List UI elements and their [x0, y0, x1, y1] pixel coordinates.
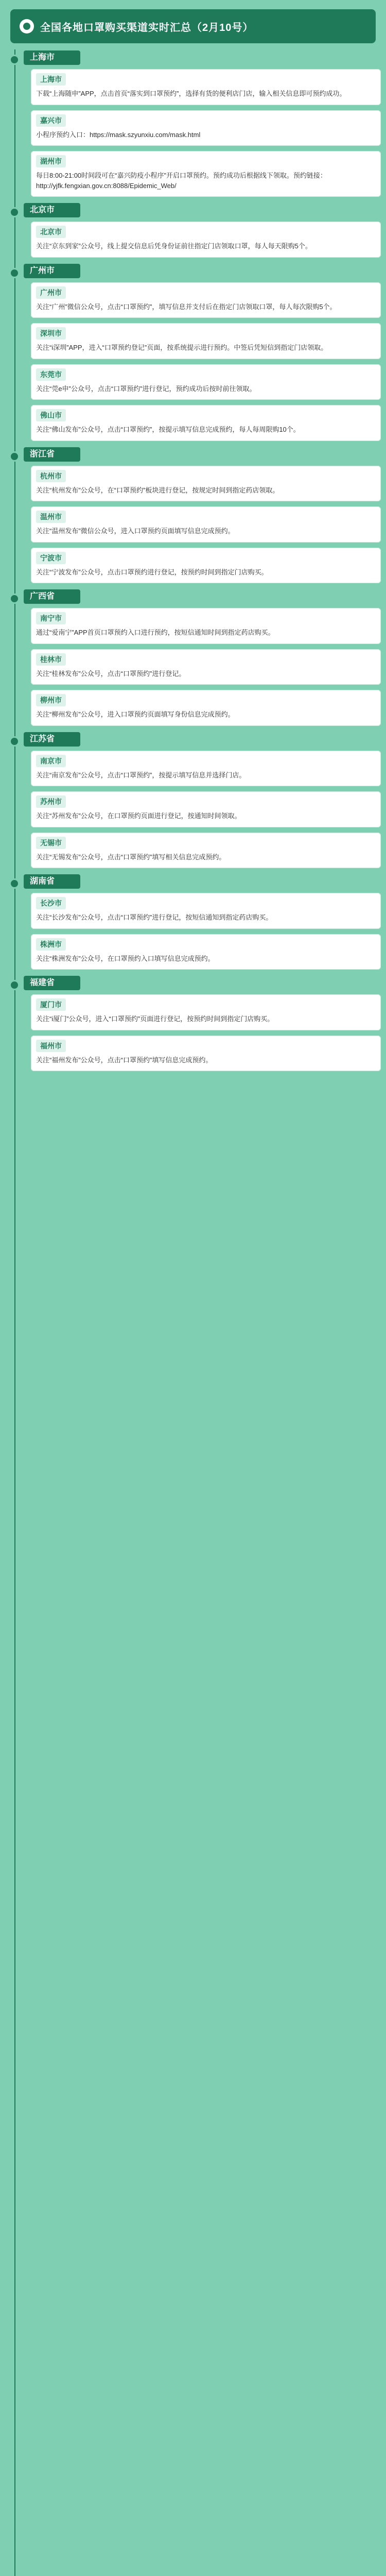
- section: [0, 976, 386, 1071]
- city-description: 每日8:00-21:00时间段可在“嘉兴防疫小程序”开启口罩预约。预约成功后根据线下领取。预约链接：http://yjfk.fengxian.gov.cn:8088/Epidemic_Web/: [36, 172, 327, 190]
- city-tag: 株洲市: [36, 938, 66, 951]
- sections: [0, 50, 386, 1077]
- city-list: [31, 65, 381, 197]
- city-description: 关注“株洲发布”公众号，在口罩预约入口填写信息完成预约。: [36, 954, 215, 962]
- city-card: [31, 69, 381, 105]
- section: [0, 203, 386, 258]
- city-tag: 上海市: [36, 73, 66, 86]
- city-description: 关注“莞e申”公众号，点击“口罩预约”进行登记，预约成功后按时前往领取。: [36, 384, 256, 393]
- city-card: [31, 690, 381, 726]
- city-tag: 福州市: [36, 1040, 66, 1052]
- city-description: 关注“无锡发布”公众号，点击“口罩预约”填写相关信息完成预约。: [36, 853, 226, 861]
- city-tag: 柳州市: [36, 694, 66, 706]
- city-description: 关注“柳州发布”公众号，进入口罩预约页面填写身份信息完成预约。: [36, 710, 235, 718]
- city-tag: 厦门市: [36, 998, 66, 1011]
- city-tag: 宁波市: [36, 552, 66, 564]
- city-tag: 苏州市: [36, 795, 66, 808]
- section-title: 湖南省: [24, 874, 80, 889]
- city-card: [31, 282, 381, 318]
- city-card: [31, 791, 381, 827]
- page-title: 全国各地口罩购买渠道实时汇总（2月10号）: [40, 22, 254, 33]
- city-description: 关注“温州发布”微信公众号，进入口罩预约页面填写信息完成预约。: [36, 527, 235, 535]
- city-list: [31, 889, 381, 970]
- section: [0, 732, 386, 869]
- city-description: 关注“佛山发布”公众号，点击“口罩预约”，按提示填写信息完成预约，每人每周限购10个。: [36, 426, 300, 433]
- section-title: 广州市: [24, 264, 80, 278]
- city-list: [31, 604, 381, 726]
- city-description: 通过“爱南宁”APP首页口罩预约入口进行预约，按短信通知时间到指定药店购买。: [36, 629, 275, 636]
- city-card: [31, 506, 381, 543]
- city-tag: 南京市: [36, 755, 66, 767]
- city-tag: 嘉兴市: [36, 114, 66, 127]
- city-card: [31, 110, 381, 146]
- city-card: [31, 323, 381, 359]
- section: [0, 447, 386, 584]
- section: [0, 874, 386, 970]
- timeline-dot-icon: [9, 878, 20, 889]
- city-tag: 南宁市: [36, 612, 66, 624]
- timeline-dot-icon: [9, 55, 20, 65]
- city-tag: 长沙市: [36, 897, 66, 909]
- city-list: [31, 217, 381, 258]
- section: [0, 589, 386, 726]
- logo-icon: [20, 19, 34, 33]
- city-card: [31, 608, 381, 644]
- city-list: [31, 278, 381, 441]
- city-card: [31, 466, 381, 502]
- section-title: 北京市: [24, 203, 80, 217]
- city-description: 关注“南京发布”公众号，点击“口罩预约”，按提示填写信息并选择门店。: [36, 771, 246, 779]
- city-description: 关注“桂林发布”公众号，点击“口罩预约”进行登记。: [36, 669, 186, 677]
- city-list: [31, 747, 381, 869]
- city-card: [31, 1036, 381, 1072]
- city-card: [31, 405, 381, 441]
- city-tag: 杭州市: [36, 470, 66, 482]
- timeline-dot-icon: [9, 736, 20, 747]
- city-card: [31, 751, 381, 787]
- city-description: 下载“上海随申”APP，点击首页“落实到口罩预约”，选择有货的便利店门店，输入相关信息即可预约成功。: [36, 90, 346, 97]
- city-card: [31, 548, 381, 584]
- city-tag: 无锡市: [36, 837, 66, 849]
- city-card: [31, 994, 381, 1030]
- city-tag: 湖州市: [36, 155, 66, 167]
- timeline-dot-icon: [9, 451, 20, 462]
- section-title: 福建省: [24, 976, 80, 990]
- section-title: 浙江省: [24, 447, 80, 462]
- city-card: [31, 151, 381, 197]
- timeline-dot-icon: [9, 268, 20, 278]
- city-card: [31, 222, 381, 258]
- city-tag: 温州市: [36, 511, 66, 523]
- city-list: [31, 990, 381, 1071]
- section-title: 广西省: [24, 589, 80, 604]
- timeline-dot-icon: [9, 594, 20, 604]
- timeline-dot-icon: [9, 207, 20, 217]
- city-description: 关注“长沙发布”公众号，点击“口罩预约”进行登记，按短信通知到指定药店购买。: [36, 913, 273, 921]
- city-card: [31, 934, 381, 970]
- timeline-dot-icon: [9, 980, 20, 990]
- city-list: [31, 462, 381, 584]
- city-tag: 东莞市: [36, 368, 66, 381]
- city-description: 关注“i深圳”APP，进入“口罩预约登记”页面，按系统提示进行预约。中签后凭短信到指定门店领取。: [36, 344, 328, 351]
- city-card: [31, 893, 381, 929]
- city-card: [31, 649, 381, 685]
- city-description: 小程序预约入口：https://mask.szyunxiu.com/mask.html: [36, 130, 201, 139]
- city-description: 关注“杭州发布”公众号，在“口罩预约”板块进行登记，按规定时间到指定药店领取。: [36, 486, 279, 494]
- city-tag: 桂林市: [36, 653, 66, 666]
- section-title: 江苏省: [24, 732, 80, 747]
- city-card: [31, 364, 381, 400]
- city-description: 关注“京东到家”公众号，线上提交信息后凭身份证前往指定门店领取口罩，每人每天限购5个。: [36, 242, 312, 250]
- city-tag: 佛山市: [36, 409, 66, 421]
- city-tag: 北京市: [36, 226, 66, 238]
- title-bar: [10, 9, 376, 43]
- section: [0, 264, 386, 441]
- city-tag: 广州市: [36, 286, 66, 299]
- section: [0, 50, 386, 197]
- city-description: 关注“苏州发布”公众号，在口罩预约页面进行登记，按通知时间领取。: [36, 812, 241, 820]
- city-description: 关注“宁波发布”公众号，点击口罩预约进行登记，按预约时间到指定门店购买。: [36, 568, 268, 576]
- city-description: 关注“i厦门”公众号，进入“口罩预约”页面进行登记，按预约时间到指定门店购买。: [36, 1015, 274, 1023]
- city-description: 关注“广州”微信公众号，点击“口罩预约”，填写信息并支付后在指定门店领取口罩，每人每次限购5个。: [36, 302, 337, 311]
- city-tag: 深圳市: [36, 327, 66, 340]
- section-title: 上海市: [24, 50, 80, 65]
- city-card: [31, 833, 381, 869]
- city-description: 关注“福州发布”公众号，点击“口罩预约”填写信息完成预约。: [36, 1056, 213, 1064]
